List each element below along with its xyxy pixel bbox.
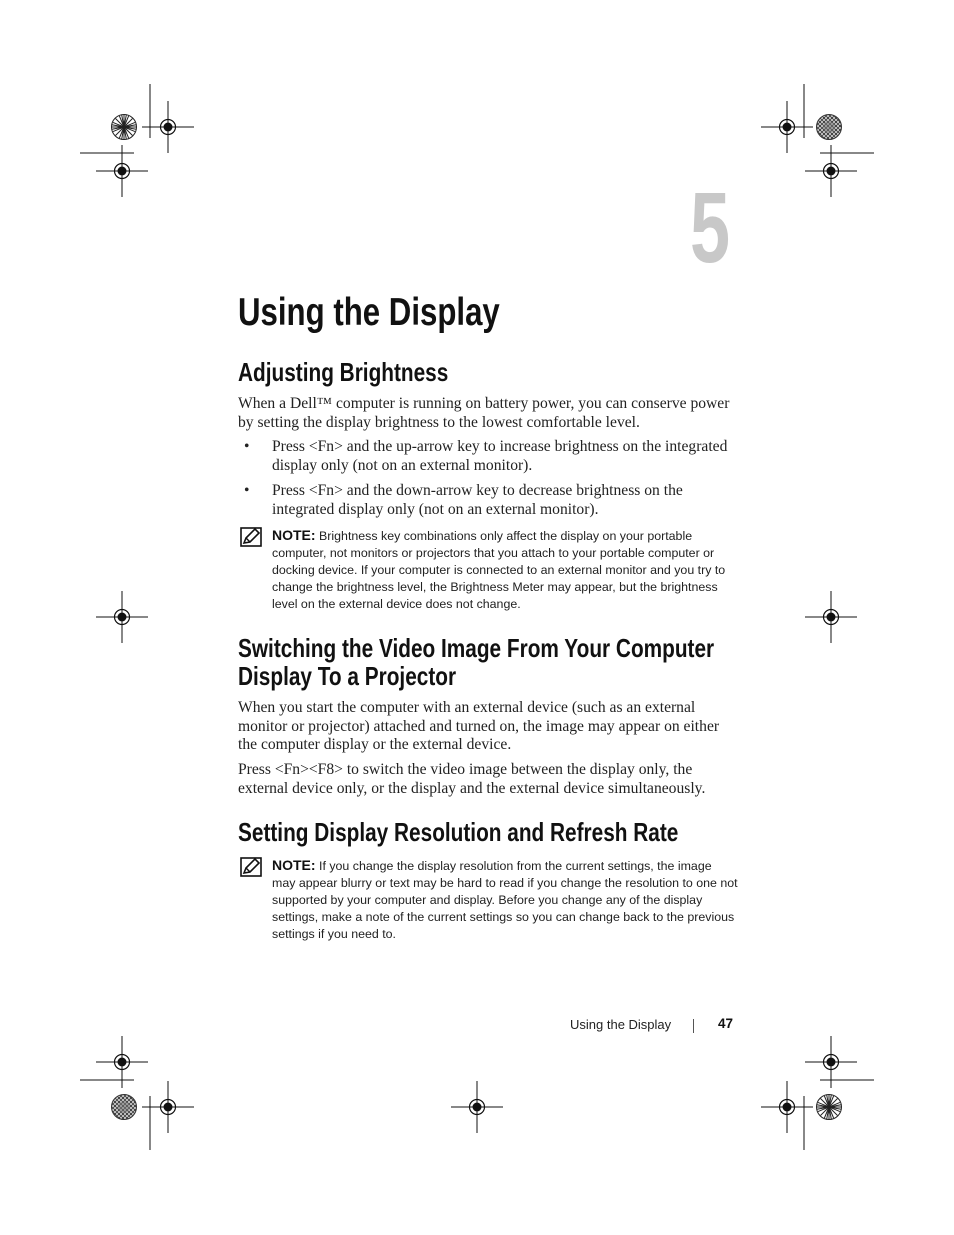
- note-body: Brightness key combinations only affect the display on your portable computer, not monitors or projectors that you attach to your portable computer or docking device. If your computer is connected to an external monitor and you try to change the brightness level, the Brightness Meter may appear, but the brightness level on the external device does not change.: [272, 529, 726, 611]
- heading-line: Switching the Video Image From Your Computer: [238, 633, 715, 663]
- bullet-dot: •: [244, 438, 250, 455]
- chapter-title: Using the Display: [238, 291, 500, 334]
- list-item: [244, 438, 736, 475]
- brightness-intro: When a Dell™ computer is running on battery power, you can conserve power by setting the display brightness to the lowest comfortable level.: [238, 395, 730, 431]
- note-body: If you change the display resolution from the current settings, the image may appear blurry or text may be hard to read if you change the resolution to one not supported by your computer and display. Before you change any of the display settings, make a note of the current settings so you can change back to the previous settings if you need to.: [272, 859, 738, 941]
- list-item: [244, 482, 736, 519]
- note-label: NOTE:: [272, 857, 316, 873]
- note-label: NOTE:: [272, 527, 316, 543]
- registration-mark-icon: [142, 1081, 194, 1133]
- pencil-note-icon: [240, 527, 262, 547]
- footer-separator: [693, 1019, 694, 1033]
- registration-mark-icon: [761, 101, 813, 153]
- registration-mark-icon: [805, 591, 857, 643]
- projector-para-2: Press <Fn><F8> to switch the video image between the display only, the external device only, or the display and the external device simultaneously.: [238, 761, 706, 797]
- color-wheel-icon: [817, 115, 842, 140]
- color-wheel-icon: [817, 1095, 842, 1120]
- section-heading-resolution: Setting Display Resolution and Refresh Rate: [238, 817, 679, 847]
- registration-mark-icon: [96, 1036, 148, 1088]
- section-heading-brightness: Adjusting Brightness: [238, 357, 449, 387]
- note-resolution: [240, 857, 738, 943]
- projector-para-1: When you start the computer with an external device (such as an external monitor or projector) attached and turned on, the image may appear on either the computer display or the external device.: [238, 699, 720, 753]
- pencil-note-icon: [240, 857, 262, 877]
- bullet-dot: •: [244, 482, 250, 499]
- registration-mark-icon: [142, 101, 194, 153]
- registration-mark-icon: [451, 1081, 503, 1133]
- registration-mark-icon: [805, 1036, 857, 1088]
- list-item-text: Press <Fn> and the down-arrow key to decrease brightness on the integrated display only (not on an external monitor).: [272, 482, 683, 518]
- color-wheel-icon: [112, 115, 137, 140]
- note-brightness: [240, 527, 738, 613]
- footer-chapter-title: Using the Display: [570, 1017, 672, 1032]
- registration-mark-icon: [761, 1081, 813, 1133]
- color-wheel-icon: [112, 1095, 137, 1120]
- heading-line: Display To a Projector: [238, 661, 457, 691]
- registration-mark-icon: [805, 145, 857, 197]
- page-number: 47: [718, 1016, 734, 1031]
- chapter-number: 5: [690, 172, 731, 284]
- section-heading-projector: [238, 634, 714, 690]
- list-item-text: Press <Fn> and the up-arrow key to increase brightness on the integrated display only (not on an external monitor).: [272, 438, 728, 474]
- registration-mark-icon: [96, 145, 148, 197]
- registration-mark-icon: [96, 591, 148, 643]
